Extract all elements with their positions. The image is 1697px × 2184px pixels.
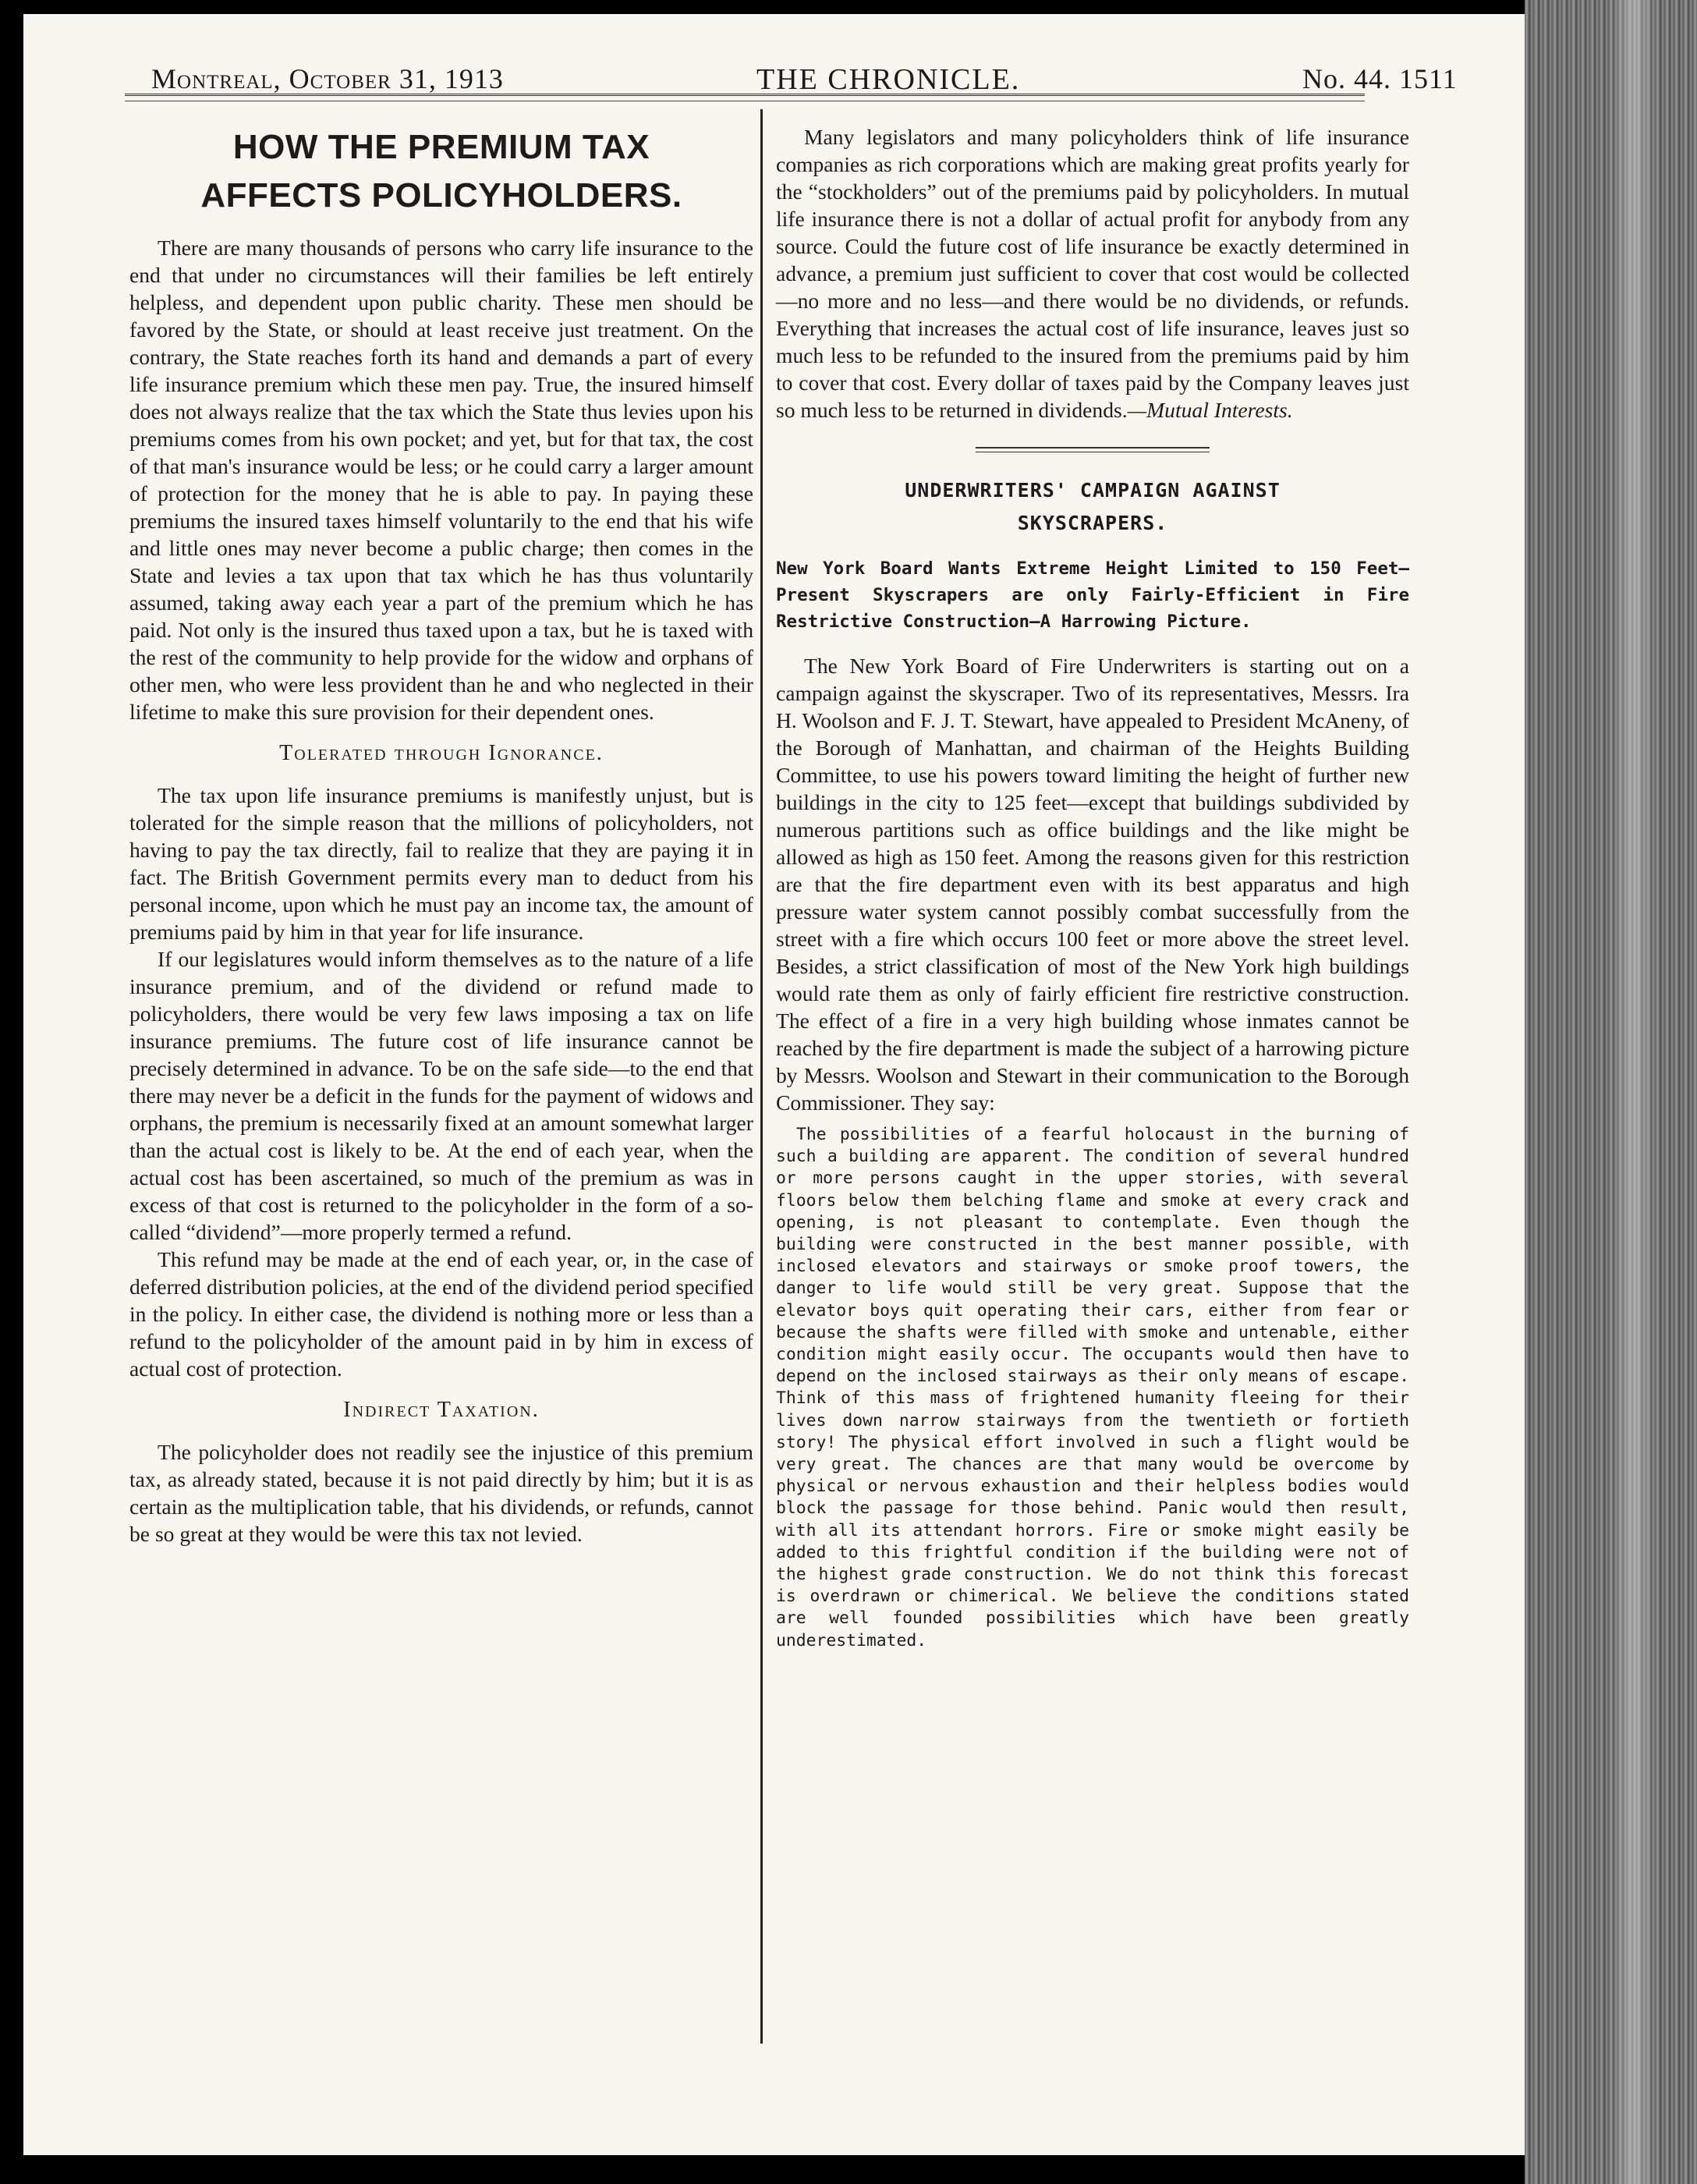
column-divider: [760, 109, 763, 2044]
left-column: [129, 123, 753, 1548]
headline-line-2: AFFECTS POLICYHOLDERS.: [200, 176, 682, 214]
article-paragraph: [776, 123, 1409, 424]
article-paragraph: There are many thousands of persons who carry life insurance to the end that under no circumstances will their families be left entirely helpless, and dependent upon public charity. These men should be favored by the State, or should at least receive just treatment. On the contrary, the State reaches forth its hand and demands a part of every life insurance premium which these men pay. True, the insured himself does not always realize that the tax which the State thus levies upon his premiums comes from his own pocket; and yet, but for that tax, the cost of that man's insurance would be less; or he could carry a larger amount of protection for the money that he is able to pay. In paying these premiums the insured taxes himself voluntarily to the end that his wife and little ones may never become a public charge; then comes in the State and levies a tax upon that tax which he has thus voluntarily assumed, taking away each year a part of the premium which he has paid. Not only is the insured thus taxed upon a tax, but he is taxed with the rest of the community to help provide for the widow and orphans of other men, who were less provident than he and who neglected in their lifetime to make this sure provision for their dependent ones.: [129, 236, 753, 724]
header-masthead: THE CHRONICLE.: [756, 63, 1021, 96]
title-line-1: UNDERWRITERS' CAMPAIGN AGAINST: [905, 479, 1281, 502]
article-paragraph: This refund may be made at the end of each year, or, in the case of deferred distribution policies, at the end of the dividend period specified in the policy. In either case, the dividend is nothing more or less than a refund to the policyholder of the amount paid in by him in excess of actual cost of protection.: [129, 1247, 753, 1381]
source-credit: —Mutual Interests.: [1127, 398, 1293, 422]
article-deck: New York Board Wants Extreme Height Limited to 150 Feet—Present Skyscrapers are only Fairly-Efficient in Fire Restrictive Construction—A Harrowing Picture.: [776, 558, 1409, 632]
block-quote: The possibilities of a fearful holocaust in the burning of such a building are apparent. The condition of several hundred or more persons caught in the upper stories, with several floors below them belching flame and smoke at every crack and opening, is not pleasant to contemplate. Even though the building were constructed in the best manner possible, with inclosed elevators and stairways or smoke proof towers, the danger to life would still be very great. Suppose that the elevator boys quit operating their cars, either from fear or because the shafts were filled with smoke and untenable, either condition might easily occur. The occupants would then have to depend on the inclosed stairways as their only means of escape. Think of this mass of frightened humanity fleeing for their lives down narrow stairways from the twentieth or fortieth story! The physical effort involved in such a flight would be very great. The chances are that many would be overcome by physical or nervous exhaustion and their helpless bodies would block the passage for those behind. Panic would then result, with all its attendant horrors. Fire or smoke might easily be added to this frightful condition if the building were not of the highest grade construction. We do not think this forecast is overdrawn or chimerical. We believe the conditions stated are well founded possibilities which have been greatly underestimated.: [776, 1125, 1409, 1650]
article-paragraph: The New York Board of Fire Underwriters is starting out on a campaign against the skyscraper. Two of its representatives, Messrs. Ira H. Woolson and F. J. T. Stewart, have appealed to President McAneny, of the Borough of Manhattan, and chairman of the Heights Building Committee, to use his powers toward limiting the height of further new buildings in the city to 125 feet—except that buildings subdivided by numerous partitions such as office buildings and the like might be allowed as high as 150 feet. Among the reasons given for this restriction are that the fire department even with its best apparatus and high pressure water system cannot possibly combat successfully from the street with a fire which occurs 100 feet or more above the street level. Besides, a strict classification of most of the New York high buildings would rate them as only of fairly efficient fire restrictive construction. The effect of a fire in a very high building whose inmates cannot be reached by the fire department is made the subject of a harrowing picture by Messrs. Woolson and Stewart in their communication to the Borough Commissioner. They say:: [776, 654, 1409, 1115]
section-rule: [976, 447, 1210, 452]
article-headline: [129, 123, 753, 220]
title-line-2: SKYSCRAPERS.: [1017, 512, 1168, 534]
section-subhead: Indirect Taxation.: [343, 1398, 540, 1422]
paragraph-text: Many legislators and many policyholders think of life insurance companies as rich corporations which are making great profits yearly for the “stockholders” out of the premiums paid by policyholders. In mutual life insurance there is not a dollar of actual profit for anybody from any source. Could the future cost of life insurance be exactly determined in advance, a premium just sufficient to cover that cost would be collected—no more and no less—and there would be no dividends, or refunds. Everything that increases the actual cost of life insurance, leaves just so much less to be refunded to the insured from the premiums paid by him to cover that cost. Every dollar of taxes paid by the Company leaves just so much less to be returned in dividends.: [776, 125, 1409, 422]
article-paragraph: The tax upon life insurance premiums is manifestly unjust, but is tolerated for the simple reason that the millions of policyholders, not having to pay the tax directly, fail to realize that they are paying it in fact. The British Government permits every man to deduct from his personal income, upon which he must pay an income tax, the amount of premiums paid by him in that year for life insurance.: [129, 783, 753, 944]
book-page-edges: [1525, 0, 1697, 2184]
article-title: [776, 474, 1409, 540]
article-paragraph: If our legislatures would inform themselves as to the nature of a life insurance premium, and of the dividend or refund made to policyholders, there would be very few laws imposing a tax on life insurance premiums. The future cost of life insurance cannot be precisely determined in advance. To be on the safe side—to the end that there may never be a deficit in the funds for the payment of widows and orphans, the premium is necessarily fixed at an amount somewhat larger than the actual cost is likely to be. At the end of each year, when the actual cost has been ascertained, so much of the premium as was in excess of that cost is returned to the policyholder in the form of a so-called “dividend”—more properly termed a refund.: [129, 947, 753, 1244]
header-issue-page: No. 44. 1511: [1302, 63, 1458, 94]
headline-line-1: HOW THE PREMIUM TAX: [232, 128, 650, 166]
section-subhead: Tolerated through Ignorance.: [279, 741, 604, 765]
header-date: Montreal, October 31, 1913: [151, 63, 504, 94]
article-paragraph: The policyholder does not readily see the injustice of this premium tax, as already stated, because it is not paid directly by him; but it is as certain as the multiplication table, that his dividends, or refunds, cannot be so great at they would be were this tax not levied.: [129, 1440, 753, 1546]
right-column: [776, 123, 1409, 1652]
header-rule: [125, 94, 1365, 101]
